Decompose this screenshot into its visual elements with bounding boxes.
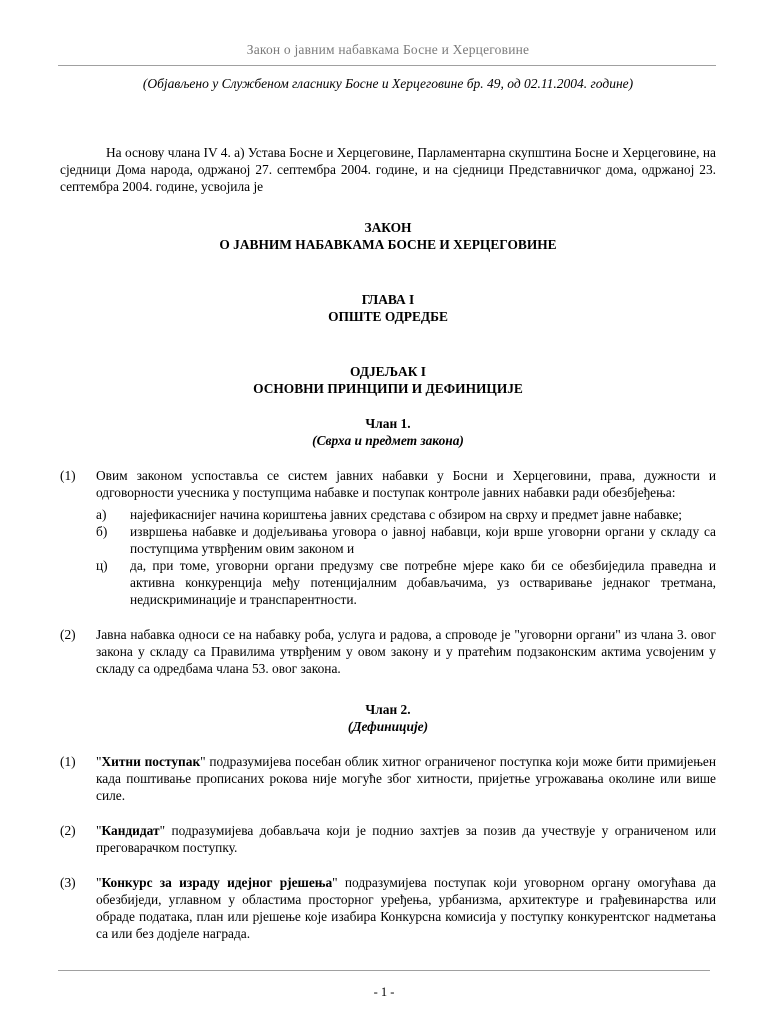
definition-text: "Конкурс за израду идејног рјешења" подразумијева поступак који уговорном органу омогућава да обезбиједи, углавном у областима просторног уређења, урбанизма, архитектуре и грађевинарства или обраде података, план или рјешење које изабира Конкурсна комисија у поступку конкурентског надметања са или без додјеле награда.	[96, 875, 716, 941]
definition-2	[60, 822, 716, 856]
paragraph-number: (3)	[60, 875, 76, 890]
paragraph-number: (2)	[60, 823, 76, 838]
article-1-title: Члан 1.	[365, 416, 411, 431]
header-rule	[58, 65, 716, 66]
article-2-subtitle: (Дефиниције)	[347, 719, 429, 734]
defined-term: Хитни поступак	[101, 754, 201, 769]
list-item-label: б)	[96, 524, 108, 539]
page-number: - 1 -	[373, 985, 395, 999]
document-body	[60, 144, 716, 942]
running-header: Закон о јавним набавкама Босне и Херцеговине	[246, 42, 530, 57]
preamble: На основу члана IV 4. а) Устава Босне и Херцеговине, Парламентарна скупштина Босне и Херцеговине, на сједници Дома народа, одржаној 27. септембра 2004. године, и на сједници Представничког дома, одржаној 23. септембра 2004. године, усвојила је	[60, 145, 716, 194]
definition-text: "Хитни поступак" подразумијева посебан облик хитног ограниченог поступка који може бити примијењен када поштивање прописаних рокова није могуће због хитности, пријетње угрожавања околине или више силе.	[96, 754, 716, 803]
law-title-2: О ЈАВНИМ НАБАВКАМА БОСНЕ И ХЕРЦЕГОВИНЕ	[219, 237, 557, 252]
list-item	[96, 523, 716, 557]
list-item-text: да, при томе, уговорни органи предузму све потребне мјере како би се обезбиједила праведна и активна конкуренција међу потенцијалним добављачима, уз остваривање једнаког третмана, недискриминације и транспарентности.	[130, 558, 716, 607]
paragraph-text: Овим законом успоставља се систем јавних набавки у Босни и Херцеговини, права, дужности и одговорности учесника у поступцима набавке и поступак контроле јавних набавки ради обезбјеђења:	[96, 468, 716, 500]
definition-text: "Кандидат" подразумијева добављача који је поднио захтјев за позив да учествује у ограниченом или преговарачком поступку.	[96, 823, 716, 855]
section-title-1: ОДЈЕЉАК I	[350, 364, 426, 379]
section-title-2: ОСНОВНИ ПРИНЦИПИ И ДЕФИНИЦИЈЕ	[253, 381, 523, 396]
chapter-title-1: ГЛАВА I	[361, 292, 415, 307]
law-title-1: ЗАКОН	[364, 220, 412, 235]
defined-term: Конкурс за израду идејног рјешења	[101, 875, 333, 890]
article-1-subtitle: (Сврха и предмет закона)	[312, 433, 464, 448]
list-item-text: извршења набавке и додјељивања уговора о јавној набавци, који врше уговорни органи у складу са поступцима утврђеним овим законом и	[130, 524, 716, 556]
list-item	[96, 506, 716, 523]
publication-note: (Објављено у Службеном гласнику Босне и Херцеговине бр. 49, од 02.11.2004. године)	[142, 76, 634, 91]
list-item	[96, 557, 716, 608]
footer-rule	[58, 970, 710, 971]
paragraph-number: (2)	[60, 627, 76, 642]
defined-term: Кандидат	[101, 823, 160, 838]
list-item-label: а)	[96, 507, 107, 522]
article-2-title: Члан 2.	[365, 702, 411, 717]
paragraph-text: Јавна набавка односи се на набавку роба, услуга и радова, а спроводе је "уговорни органи" из члана 3. овог закона у складу са Правилима утврђеним у овом закону и у пратећим подзаконским актима усвојеним у складу са одредбама члана 53. овог закона.	[96, 627, 716, 676]
definition-1	[60, 753, 716, 804]
list-item-text: најефикаснијег начина кориштења јавних средстава с обзиром на сврху и предмет јавне набавке;	[130, 507, 683, 522]
article-1-paragraph-2	[60, 626, 716, 677]
chapter-title-2: ОПШТЕ ОДРЕДБЕ	[328, 309, 448, 324]
paragraph-number: (1)	[60, 468, 76, 483]
definition-3	[60, 874, 716, 942]
article-1-paragraph-1	[60, 467, 716, 501]
paragraph-number: (1)	[60, 754, 76, 769]
list-item-label: ц)	[96, 558, 108, 573]
